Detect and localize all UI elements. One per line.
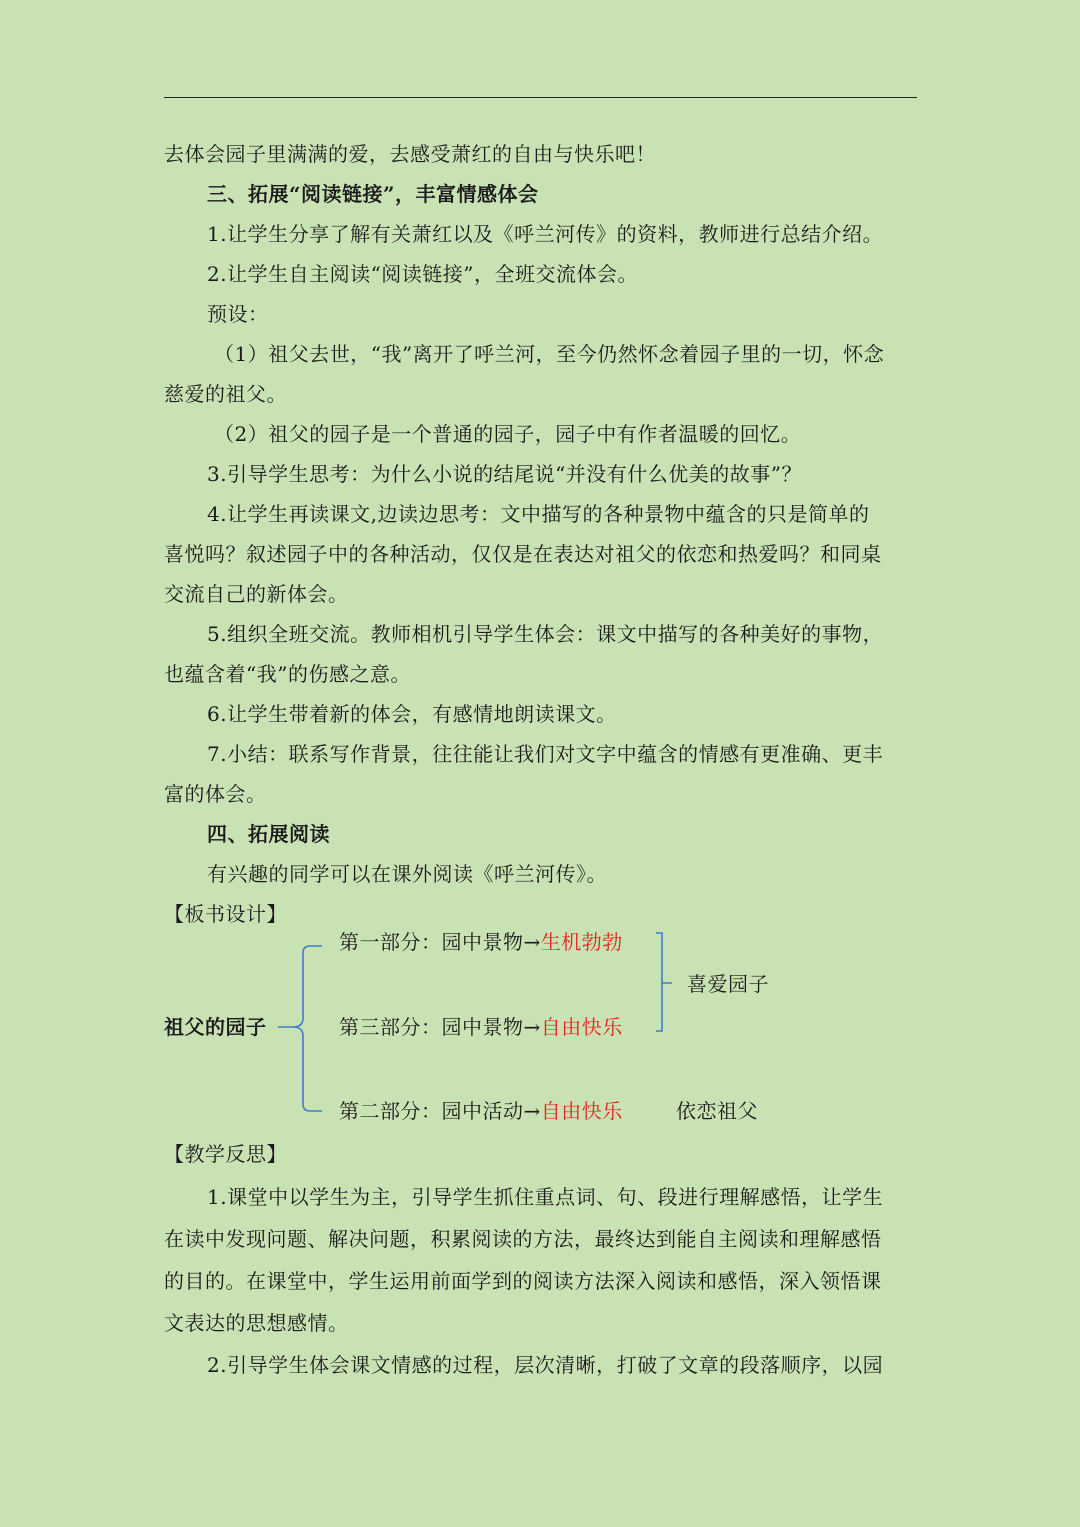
board-group-label: 喜爱园子 xyxy=(687,972,769,996)
board-row-2-text: 第三部分：园中景物→ xyxy=(339,1015,541,1039)
text-line: 交流自己的新体会。 xyxy=(164,582,349,606)
text-line: 去体会园子里满满的爱，去感受萧红的自由与快乐吧！ xyxy=(164,142,656,166)
reflection-line: 2.引导学生体会课文情感的过程，层次清晰，打破了文章的段落顺序，以园 xyxy=(207,1353,884,1377)
text-line: 富的体会。 xyxy=(164,782,267,806)
text-line: 有兴趣的同学可以在课外阅读《呼兰河传》。 xyxy=(207,862,607,886)
text-line: （2）祖父的园子是一个普通的园子，园子中有作者温暖的回忆。 xyxy=(214,422,802,446)
text-line: 4.让学生再读课文,边读边思考：文中描写的各种景物中蕴含的只是简单的 xyxy=(207,502,870,526)
board-row-3-text: 第二部分：园中活动→ xyxy=(339,1099,541,1123)
reflection-line: 的目的。在课堂中，学生运用前面学到的阅读方法深入阅读和感悟，深入领悟课 xyxy=(164,1269,882,1293)
board-row-1 xyxy=(339,928,623,956)
section-heading: 三、拓展“阅读链接”，丰富情感体会 xyxy=(207,182,539,206)
text-line: 也蕴含着“我”的伤感之意。 xyxy=(164,662,411,686)
board-root: 祖父的园子 xyxy=(164,1015,267,1039)
reflection-heading: 【教学反思】 xyxy=(164,1142,287,1166)
board-row-1-text: 第一部分：园中景物→ xyxy=(339,930,541,954)
board-row-2 xyxy=(339,1013,623,1041)
text-line: 1.让学生分享了解有关萧红以及《呼兰河传》的资料，教师进行总结介绍。 xyxy=(207,222,884,246)
board-row-1-highlight: 生机勃勃 xyxy=(540,930,623,954)
text-line: 7.小结：联系写作背景，往往能让我们对文字中蕴含的情感有更准确、更丰 xyxy=(207,742,884,766)
board-row-2-highlight: 自由快乐 xyxy=(540,1015,623,1039)
board-design-heading: 【板书设计】 xyxy=(164,902,287,926)
text-line: 6.让学生带着新的体会，有感情地朗读课文。 xyxy=(207,702,617,726)
reflection-line: 在读中发现问题、解决问题，积累阅读的方法，最终达到能自主阅读和理解感悟 xyxy=(164,1227,882,1251)
board-row-3 xyxy=(339,1097,623,1125)
reflection-line: 文表达的思想感情。 xyxy=(164,1311,349,1335)
section-heading: 四、拓展阅读 xyxy=(207,822,330,846)
text-line: 预设： xyxy=(207,302,269,326)
text-line: 喜悦吗？叙述园子中的各种活动，仅仅是在表达对祖父的依恋和热爱吗？和同桌 xyxy=(164,542,882,566)
reflection-line: 1.课堂中以学生为主，引导学生抓住重点词、句、段进行理解感悟，让学生 xyxy=(207,1185,884,1209)
header-rule xyxy=(164,97,917,98)
board-row-3-highlight: 自由快乐 xyxy=(540,1099,623,1123)
board-row-3-label: 依恋祖父 xyxy=(676,1099,758,1123)
text-line: 5.组织全班交流。教师相机引导学生体会：课文中描写的各种美好的事物， xyxy=(207,622,884,646)
text-line: 慈爱的祖父。 xyxy=(164,382,287,406)
text-line: 3.引导学生思考：为什么小说的结尾说“并没有什么优美的故事”？ xyxy=(207,462,803,486)
text-line: 2.让学生自主阅读“阅读链接”，全班交流体会。 xyxy=(207,262,639,286)
text-line: （1）祖父去世，“我”离开了呼兰河，至今仍然怀念着园子里的一切，怀念 xyxy=(214,342,885,366)
